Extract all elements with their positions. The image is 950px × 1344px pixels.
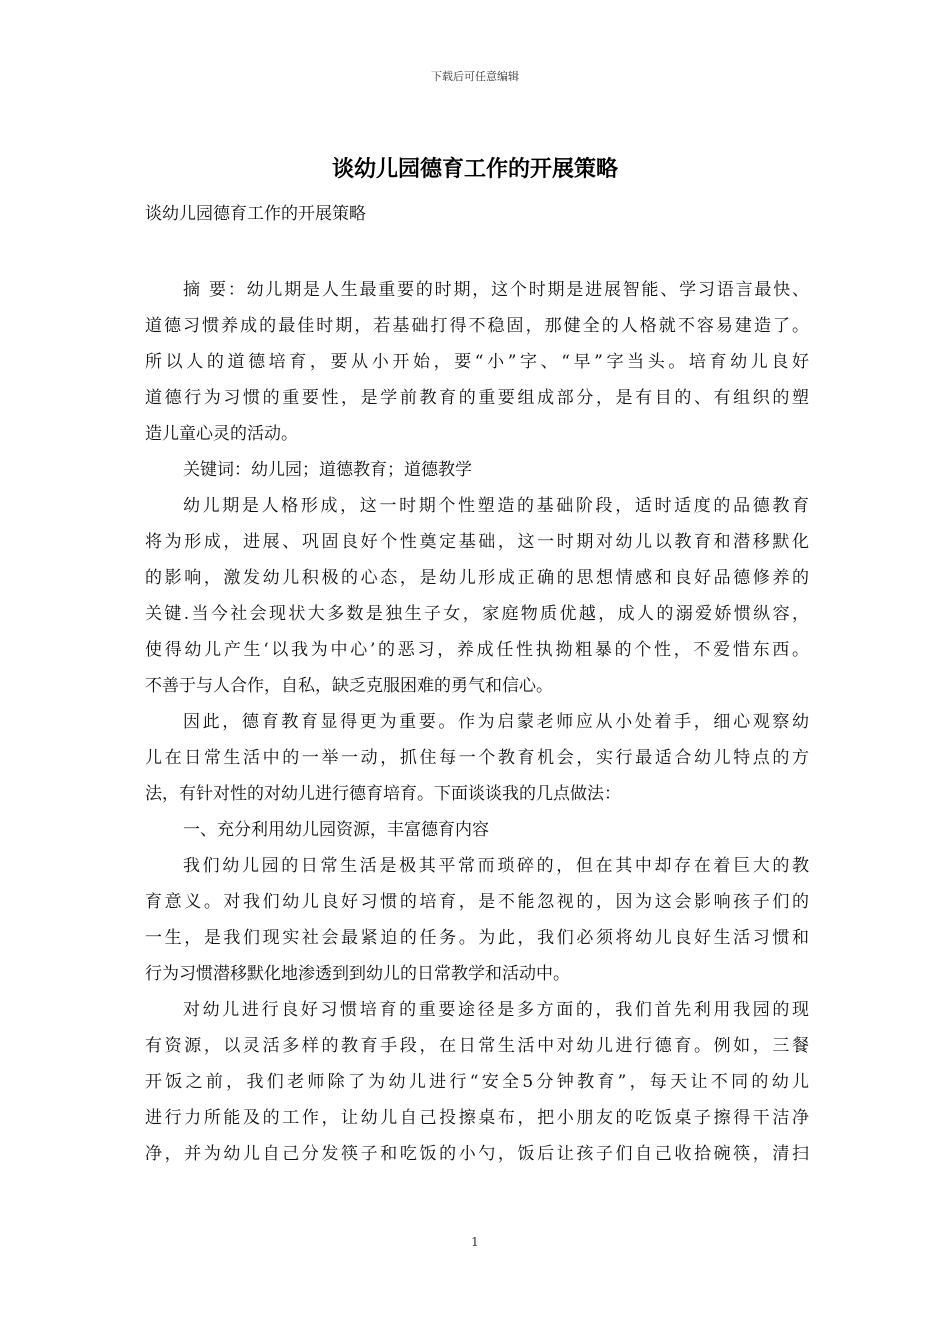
body-text [145,272,809,1172]
text-line: 对幼儿进行良好习惯培育的重要途径是多方面的，我们首先利用我园的现 [183,1000,809,1020]
text-line: 所以人的道德培育，要从小开始，要“小”字、“早”字当头。培育幼儿良好 [145,352,809,372]
text-line: 我们幼儿园的日常生活是极其平常而琐碎的，但在其中却存在着巨大的教 [183,856,809,876]
text-line: 道德行为习惯的重要性，是学前教育的重要组成部分，是有目的、有组织的塑 [145,388,809,408]
text-line: 的影响，激发幼儿积极的心态，是幼儿形成正确的思想情感和良好品德修养的 [145,568,809,588]
document-title: 谈幼儿园德育工作的开展策略 [331,156,618,182]
text-line: 法，有针对性的对幼儿进行德育培育。下面谈谈我的几点做法： [145,784,621,804]
text-line: 不善于与人合作，自私，缺乏克服困难的勇气和信心。 [145,676,553,696]
text-line: 一、充分利用幼儿园资源，丰富德育内容 [183,820,489,840]
text-line: 净，并为幼儿自己分发筷子和吃饭的小勺，饭后让孩子们自己收拾碗筷，清扫 [145,1144,809,1164]
header-note: 下载后可任意编辑 [431,70,519,83]
document-subtitle: 谈幼儿园德育工作的开展策略 [145,204,366,224]
text-line: 育意义。对我们幼儿良好习惯的培育，是不能忽视的，因为这会影响孩子们的 [145,892,809,912]
text-line: 将为形成，进展、巩固良好个性奠定基础，这一时期对幼儿以教育和潜移默化 [145,532,809,552]
text-line: 幼儿期是人格形成，这一时期个性塑造的基础阶段，适时适度的品德教育 [183,496,809,516]
text-line: 使得幼儿产生‘以我为中心’的恶习，养成任性执拗粗暴的个性，不爱惜东西。 [145,640,809,660]
text-line: 摘 要：幼儿期是人生最重要的时期，这个时期是进展智能、学习语言最快、 [183,280,809,300]
text-line: 因此，德育教育显得更为重要。作为启蒙老师应从小处着手，细心观察幼 [183,712,809,732]
text-line: 关键词：幼儿园；道德教育；道德教学 [183,460,472,480]
text-line: 关键.当今社会现状大多数是独生子女，家庭物质优越，成人的溺爱娇惯纵容， [145,604,809,624]
text-line: 造儿童心灵的活动。 [145,424,298,444]
text-line: 一生，是我们现实社会最紧迫的任务。为此，我们必须将幼儿良好生活习惯和 [145,928,809,948]
text-line: 开饭之前，我们老师除了为幼儿进行“安全5分钟教育”，每天让不同的幼儿 [145,1072,809,1092]
text-line: 道德习惯养成的最佳时期，若基础打得不稳固，那健全的人格就不容易建造了。 [145,316,809,336]
text-line: 行为习惯潜移默化地渗透到到幼儿的日常教学和活动中。 [145,964,570,984]
page-number: 1 [471,1235,479,1249]
text-line: 儿在日常生活中的一举一动，抓住每一个教育机会，实行最适合幼儿特点的方 [145,748,809,768]
text-line: 进行力所能及的工作，让幼儿自己投擦桌布，把小朋友的吃饭桌子擦得干洁净 [145,1108,809,1128]
text-line: 有资源，以灵活多样的教育手段，在日常生活中对幼儿进行德育。例如，三餐 [145,1036,809,1056]
